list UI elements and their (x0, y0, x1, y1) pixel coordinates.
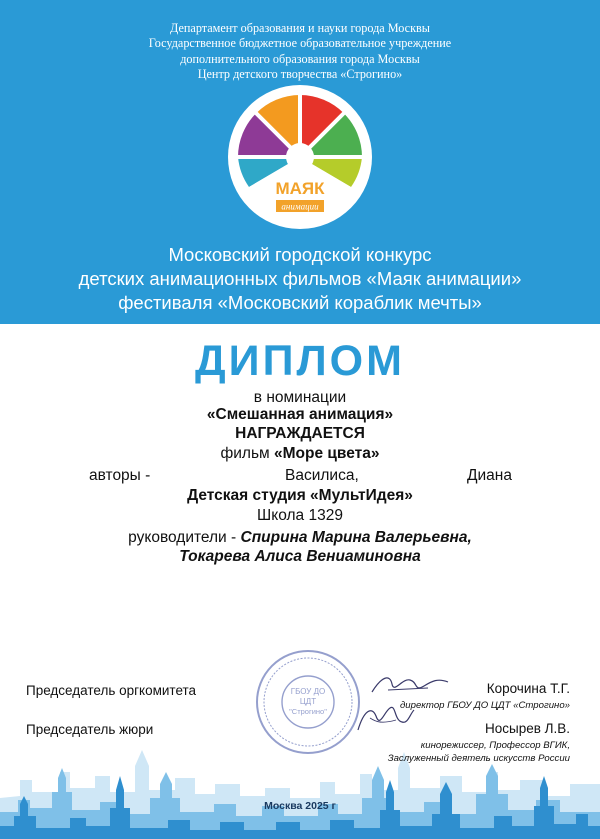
stamp-line-3: "Строгино" (289, 707, 327, 716)
stamp-line-2: ЦДТ (299, 697, 317, 706)
nomination-prefix: в номинации (253, 389, 347, 406)
logo-name: МАЯК (275, 179, 325, 198)
author-2: Диана (467, 467, 512, 484)
city-year: Москва 2025 г (264, 800, 336, 812)
organization-line: Государственное бюджетное образовательное учреждение (148, 36, 452, 51)
leader-2: Токарева Алиса Вениаминовна (179, 548, 421, 565)
authors-label: авторы - (89, 467, 151, 484)
organization-line: дополнительного образования города Москвы (180, 51, 420, 66)
film-line (0, 444, 600, 463)
orgcommittee-chair-label: Председатель оргкомитета (26, 683, 197, 698)
awarded-label: НАГРАЖДАЕТСЯ (235, 425, 365, 442)
jury-chair-label: Председатель жюри (26, 722, 154, 737)
signature-underline (388, 688, 428, 690)
header-band (0, 0, 600, 324)
signature-stroke (372, 678, 448, 692)
orgcommittee-chair-title: директор ГБОУ ДО ЦДТ «Строгино» (399, 700, 570, 711)
jury-chair-title-2: Заслуженный деятель искусств России (387, 753, 570, 764)
leaders-label: руководители - (128, 529, 237, 546)
jury-chair-name: Носырев Л.В. (484, 721, 570, 736)
leaders-line (0, 528, 600, 547)
leader-1: Спирина Марина Валерьевна, (240, 529, 472, 546)
logo-subtitle: анимации (281, 201, 319, 212)
contest-block (0, 243, 600, 315)
nomination-name: «Смешанная анимация» (206, 406, 394, 423)
contest-line: детских анимационных фильмов «Маяк анимации» (78, 268, 522, 289)
author-1: Василиса, (285, 467, 359, 484)
stamp-line-1: ГБОУ ДО (290, 687, 326, 696)
contest-line: Московский городской конкурс (168, 244, 432, 265)
studio-name: Детская студия «МультИдея» (187, 487, 413, 504)
signature-orgcommittee (368, 670, 452, 700)
contest-line: фестиваля «Московский кораблик мечты» (118, 292, 482, 313)
film-title: «Море цвета» (274, 445, 380, 462)
jury-chair-title-1: кинорежиссер, Профессор ВГИК, (420, 740, 570, 751)
organization-line: Центр детского творчества «Строгино» (197, 66, 403, 81)
organization-line: Департамент образования и науки города Москвы (170, 21, 430, 35)
organization-block (0, 21, 600, 82)
diploma-title: ДИПЛОМ (195, 337, 405, 385)
official-stamp (254, 648, 362, 756)
orgcommittee-chair-name: Корочина Т.Г. (486, 681, 570, 696)
school-name: Школа 1329 (257, 507, 343, 524)
mayak-logo (227, 84, 373, 230)
signature-flourish (370, 718, 396, 722)
film-prefix: фильм (220, 445, 270, 462)
